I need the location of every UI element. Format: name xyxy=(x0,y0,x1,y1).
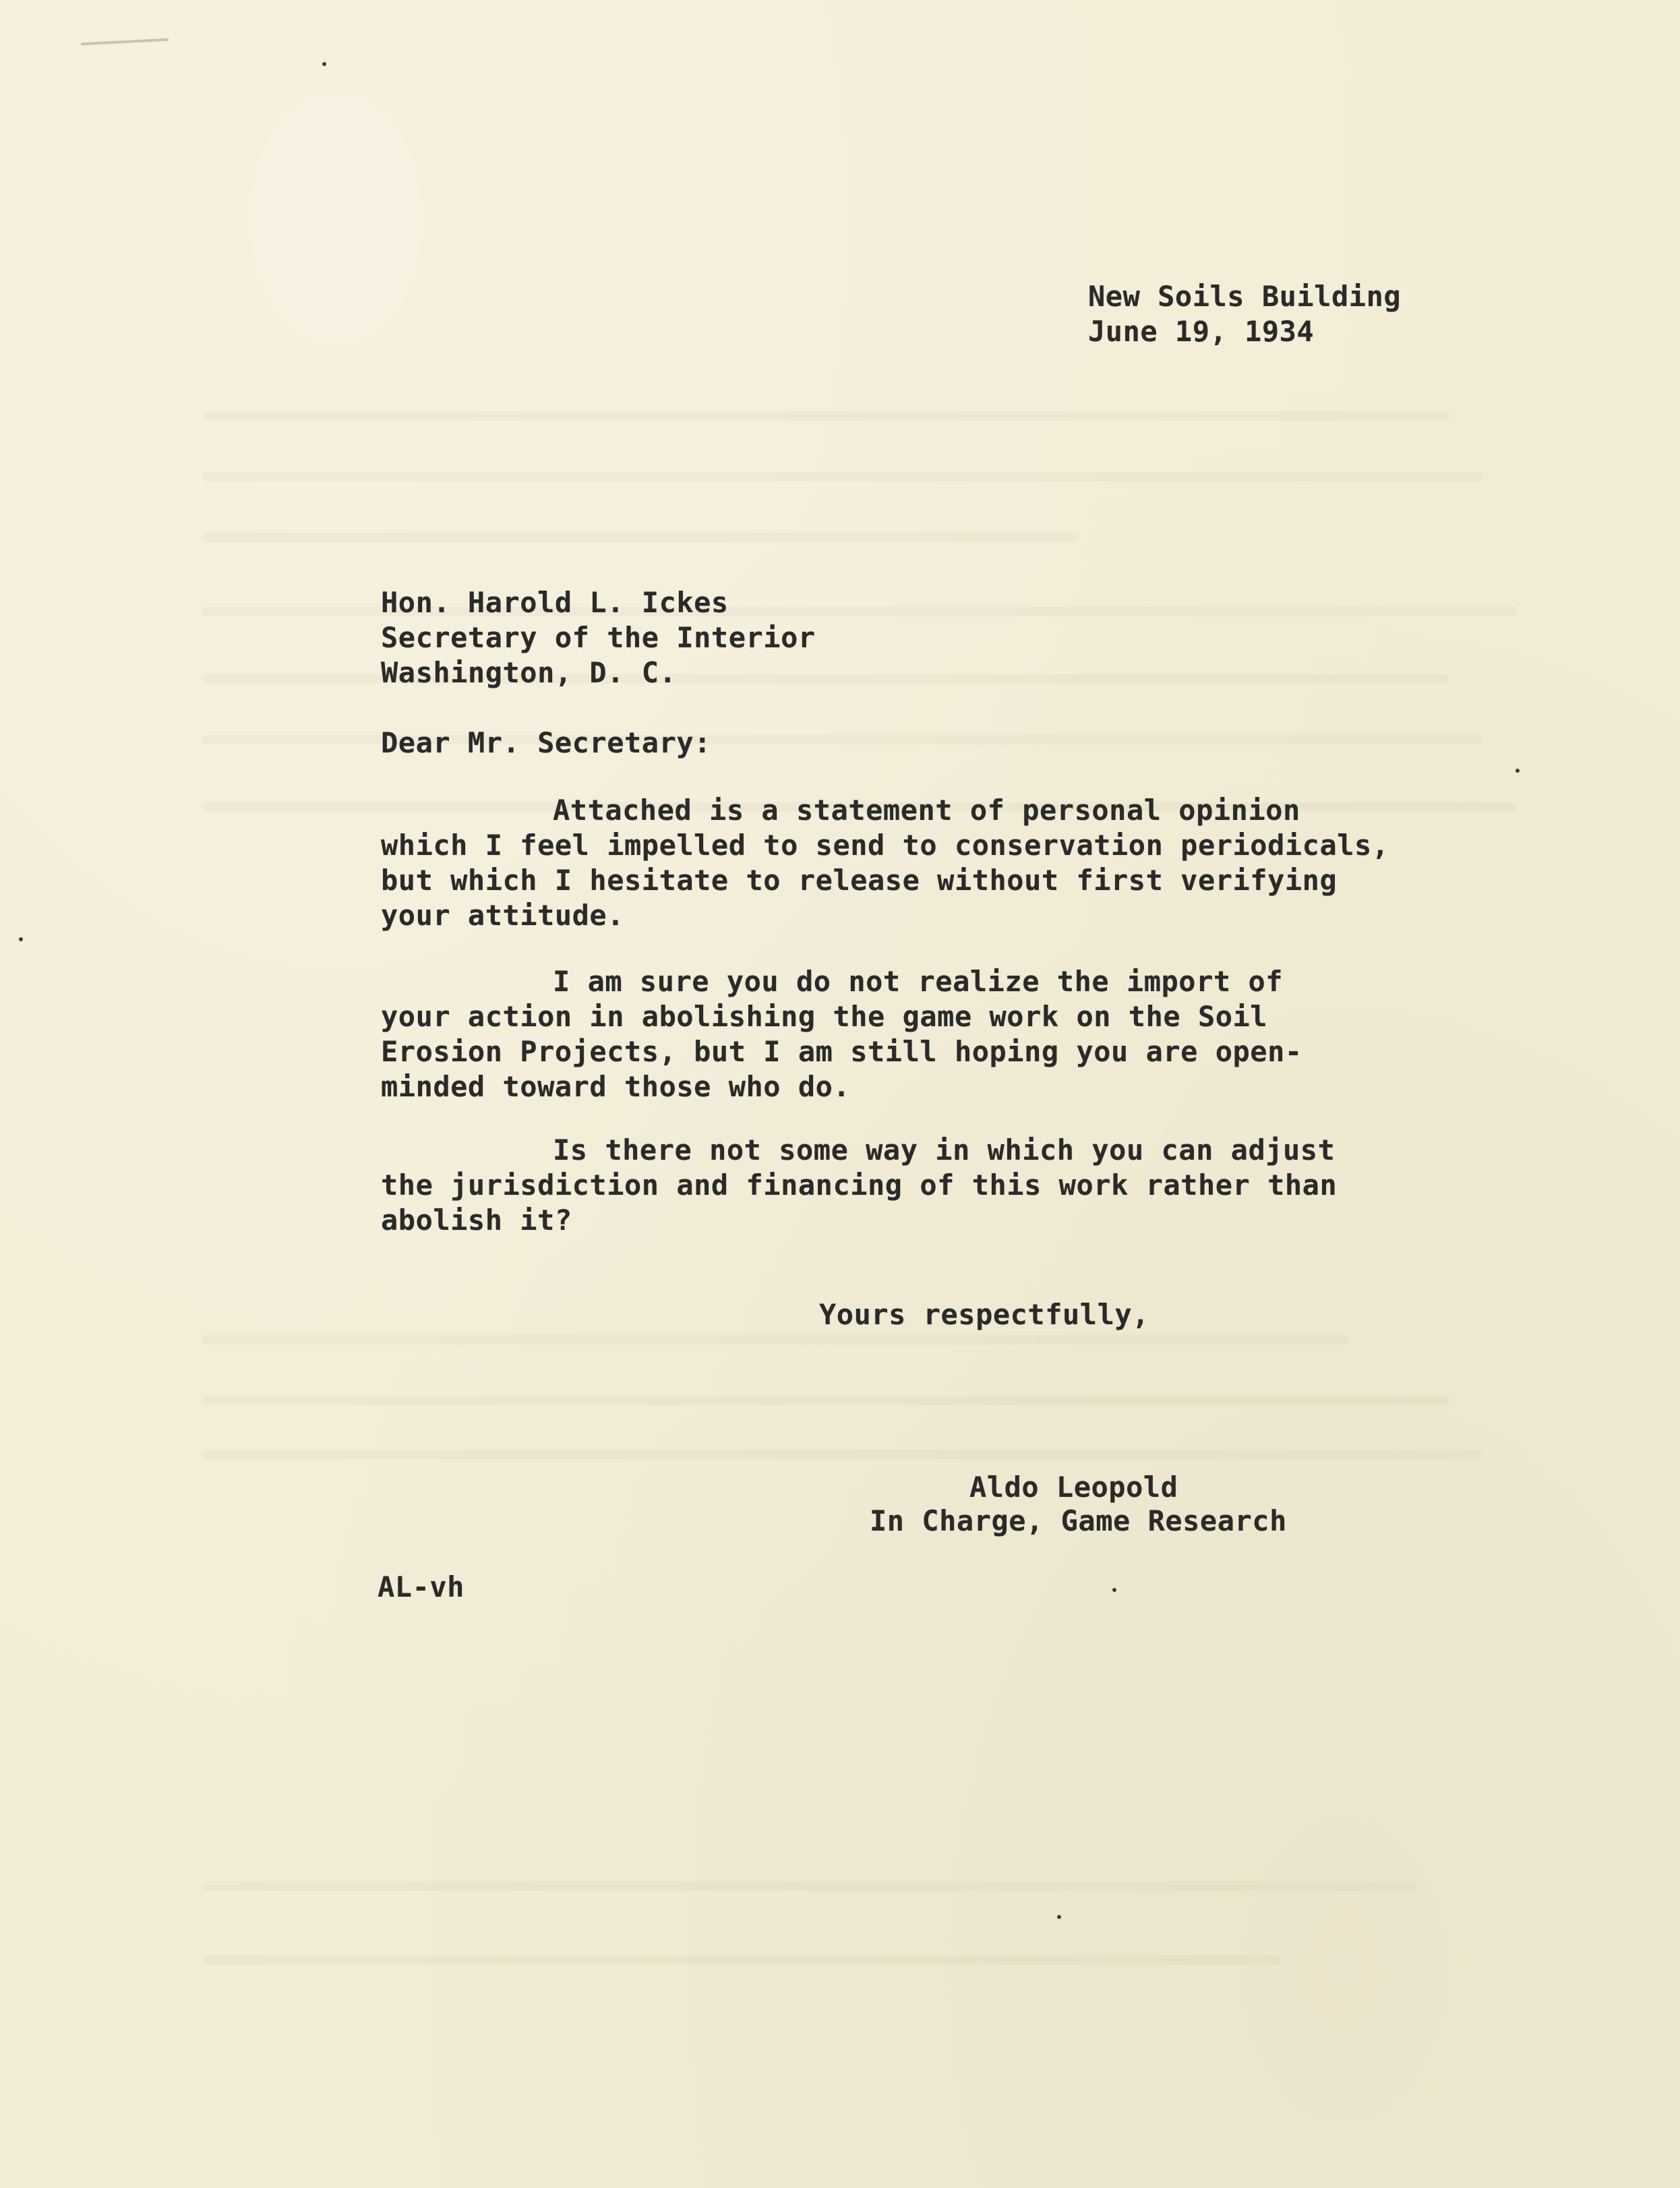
paragraph-1-line-2: which I feel impelled to send to conservation periodicals, xyxy=(381,829,1389,862)
reference-initials: AL-vh xyxy=(378,1570,464,1603)
paragraph-2-line-2: your action in abolishing the game work on the Soil xyxy=(381,1000,1268,1033)
letter-date: June 19, 1934 xyxy=(1088,315,1315,348)
show-through-line xyxy=(202,411,1449,421)
paragraph-3-line-2: the jurisdiction and financing of this work rather than xyxy=(381,1169,1338,1202)
show-through-line xyxy=(202,1881,1416,1891)
closing: Yours respectfully, xyxy=(819,1298,1149,1331)
show-through-line xyxy=(202,1335,1348,1344)
paper-speck xyxy=(1112,1588,1116,1592)
paper-mark xyxy=(81,38,169,46)
show-through-line xyxy=(202,1955,1281,1965)
show-through-line xyxy=(202,1396,1449,1405)
paragraph-1-line-1: Attached is a statement of personal opinion xyxy=(553,794,1300,827)
paragraph-2-line-3: Erosion Projects, but I am still hoping you are open- xyxy=(381,1035,1302,1068)
paragraph-3-line-3: abolish it? xyxy=(381,1204,572,1237)
salutation: Dear Mr. Secretary: xyxy=(381,726,711,759)
show-through-line xyxy=(202,533,1079,542)
paragraph-3-line-1: Is there not some way in which you can adjust xyxy=(553,1133,1336,1166)
signature-name: Aldo Leopold xyxy=(969,1471,1178,1504)
paper-speck xyxy=(1057,1915,1061,1919)
signature-title: In Charge, Game Research xyxy=(870,1504,1287,1537)
paragraph-2-line-4: minded toward those who do. xyxy=(381,1070,851,1103)
sender-building: New Soils Building xyxy=(1088,280,1402,313)
show-through-line xyxy=(202,1450,1483,1459)
paragraph-1-line-3: but which I hesitate to release without first verifying xyxy=(381,864,1338,897)
recipient-title: Secretary of the Interior xyxy=(381,621,816,654)
paper-speck xyxy=(1516,769,1520,773)
paragraph-1-line-4: your attitude. xyxy=(381,899,625,932)
paper-speck xyxy=(322,62,326,66)
paper-speck xyxy=(19,937,23,941)
show-through-line xyxy=(202,472,1483,481)
recipient-name: Hon. Harold L. Ickes xyxy=(381,586,729,619)
paragraph-2-line-1: I am sure you do not realize the import of xyxy=(553,965,1284,998)
recipient-location: Washington, D. C. xyxy=(381,656,677,689)
